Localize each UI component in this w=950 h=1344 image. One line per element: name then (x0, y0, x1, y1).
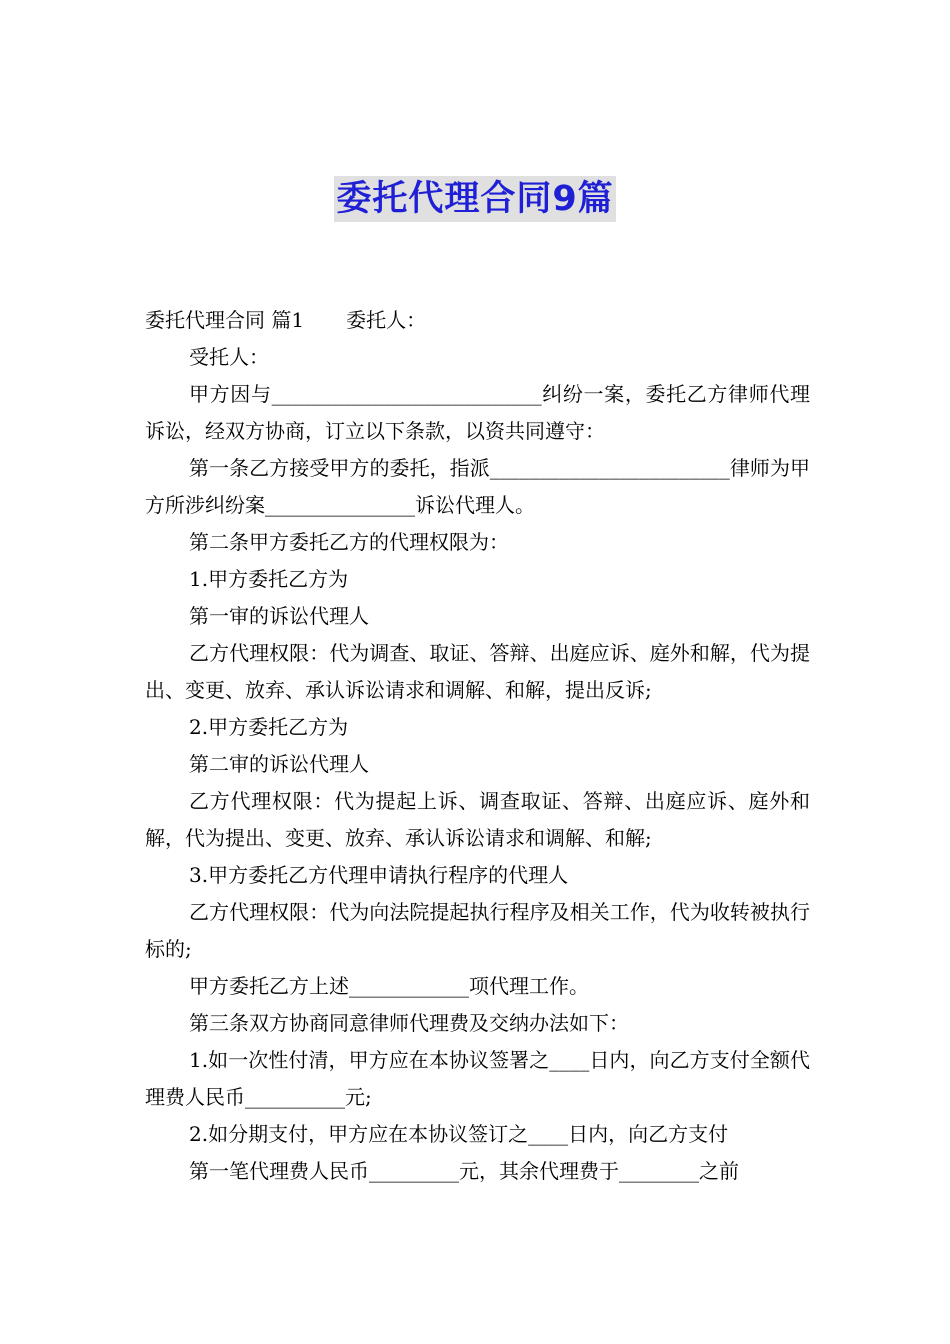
paragraph: 第一笔代理费人民币_________元，其余代理费于________之前 (189, 1159, 739, 1183)
title-container (0, 176, 950, 222)
paragraph: 1.甲方委托乙方为 (189, 567, 349, 591)
paragraph: 乙方代理权限：代为提起上诉、调查取证、答辩、出庭应诉、庭外和解，代为提出、变更、放弃、承认诉讼请求和调解、和解; (145, 789, 810, 850)
paragraph: 乙方代理权限：代为调查、取证、答辩、出庭应诉、庭外和解，代为提出、变更、放弃、承认诉讼请求和调解、和解，提出反诉; (145, 641, 810, 702)
paragraph: 第一条乙方接受甲方的委托，指派________________________律师为甲方所涉纠纷案_______________诉讼代理人。 (145, 456, 810, 517)
paragraph: 甲方委托乙方上述____________项代理工作。 (189, 974, 589, 998)
paragraph: 2.如分期支付，甲方应在本协议签订之____日内，向乙方支付 (189, 1122, 729, 1146)
paragraph: 1.如一次性付清，甲方应在本协议签署之____日内，向乙方支付全额代理费人民币__________元; (145, 1048, 810, 1109)
document-title: 委托代理合同9篇 (334, 176, 615, 222)
paragraph: 甲方因与___________________________纠纷一案，委托乙方律师代理诉讼，经双方协商，订立以下条款，以资共同遵守： (145, 382, 810, 443)
paragraph: 第二审的诉讼代理人 (189, 752, 369, 776)
paragraph: 第二条甲方委托乙方的代理权限为： (189, 530, 509, 554)
section-title: 委托代理合同 篇1 (145, 308, 305, 332)
paragraph: 2.甲方委托乙方为 (189, 715, 349, 739)
paragraph: 3.甲方委托乙方代理申请执行程序的代理人 (189, 863, 569, 887)
paragraph: 第三条双方协商同意律师代理费及交纳办法如下： (189, 1011, 629, 1035)
document-body (145, 302, 810, 1190)
client-label: 委托人： (346, 308, 427, 332)
paragraph: 受托人： (189, 345, 269, 369)
paragraph: 乙方代理权限：代为向法院提起执行程序及相关工作，代为收转被执行标的; (145, 900, 810, 961)
section-heading-line (145, 302, 810, 339)
paragraph: 第一审的诉讼代理人 (189, 604, 369, 628)
